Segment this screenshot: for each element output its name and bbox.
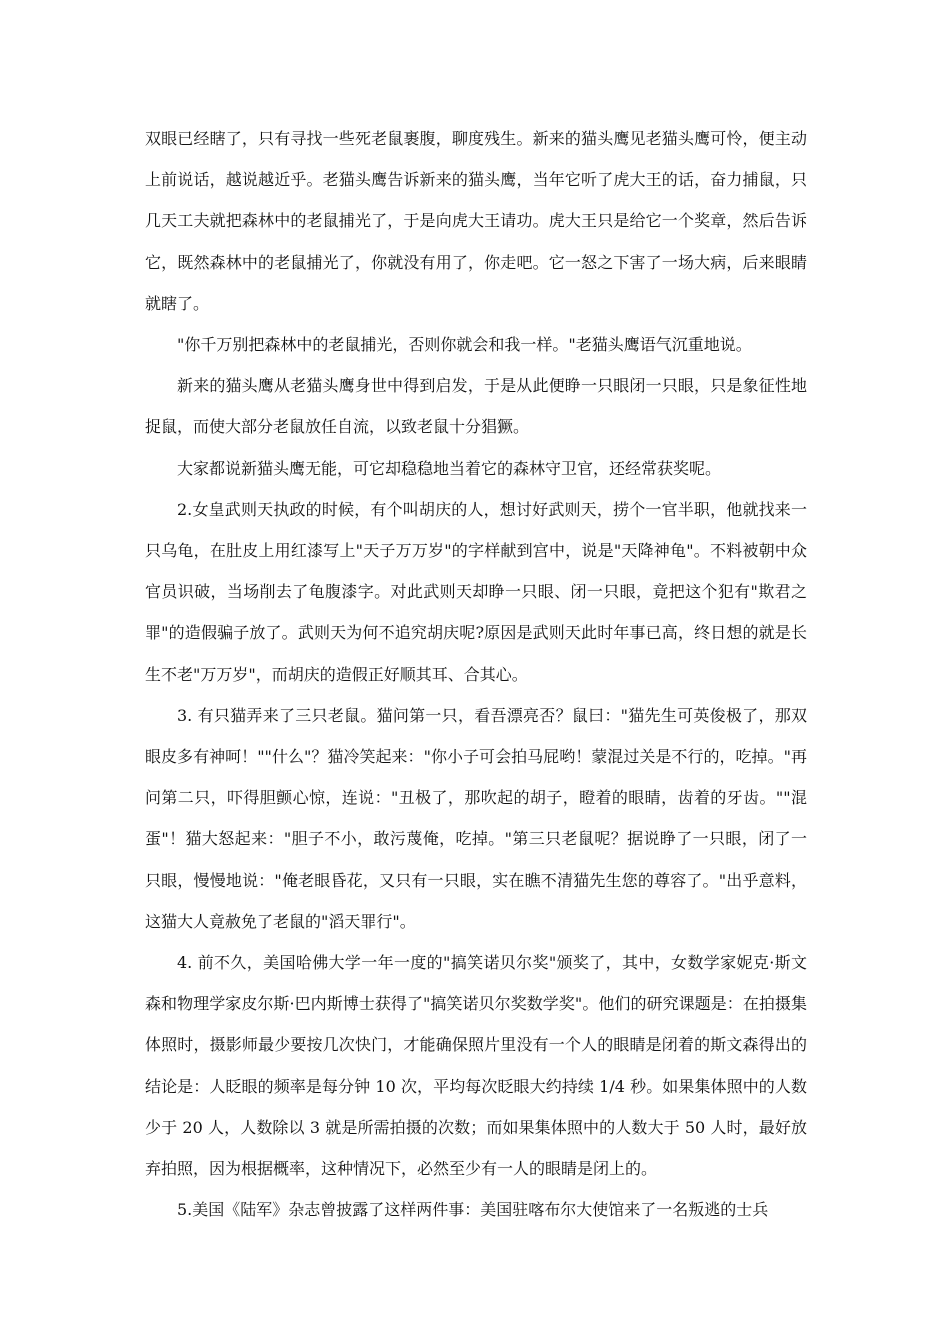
paragraph-3: 新来的猫头鹰从老猫头鹰身世中得到启发，于是从此便睁一只眼闭一只眼，只是象征性地捉鼠，而使大部分老鼠放任自流，以致老鼠十分猖獗。 [145, 376, 807, 437]
paragraph-2: "你千万别把森林中的老鼠捕光，否则你就会和我一样。"老猫头鹰语气沉重地说。 [177, 335, 752, 355]
paragraph-8: 5.美国《陆军》杂志曾披露了这样两件事：美国驻喀布尔大使馆来了一名叛逃的士兵 [177, 1200, 769, 1220]
document-body [145, 118, 807, 1230]
paragraph-4: 大家都说新猫头鹰无能，可它却稳稳地当着它的森林守卫官，还经常获奖呢。 [177, 458, 722, 478]
paragraph-7: 4. 前不久，美国哈佛大学一年一度的"搞笑诺贝尔奖"颁奖了，其中，女数学家妮克·斯文森和物理学家皮尔斯·巴内斯博士获得了"搞笑诺贝尔奖数学奖"。他们的研究课题是：在拍摄集体照时，摄影师最少要按几次快门，才能确保照片里没有一个人的眼睛是闭着的斯文森得出的结论是：人眨眼的频率是每分钟 10 次，平均每次眨眼大约持续 1/4 秒。如果集体照中的人数少于 20 人，人数除以 3 就是所需拍摄的次数；而如果集体照中的人数大于 50 人时，最好放弃拍照，因为根据概率，这种情况下，必然至少有一人的眼睛是闭上的。 [145, 953, 807, 1179]
paragraph-1: 双眼已经瞎了，只有寻找一些死老鼠裹腹，聊度残生。新来的猫头鹰见老猫头鹰可怜，便主动上前说话，越说越近乎。老猫头鹰告诉新来的猫头鹰，当年它听了虎大王的话，奋力捕鼠，只几天工夫就把森林中的老鼠捕光了，于是向虎大王请功。虎大王只是给它一个奖章，然后告诉它，既然森林中的老鼠捕光了，你就没有用了，你走吧。它一怒之下害了一场大病，后来眼睛就瞎了。 [145, 129, 807, 313]
paragraph-6: 3. 有只猫弄来了三只老鼠。猫问第一只，看吾漂亮否？鼠曰："猫先生可英俊极了，那双眼皮多有神呵！""什么"？猫冷笑起来："你小子可会拍马屁哟！蒙混过关是不行的，吃掉。"再问第二只，吓得胆颤心惊，连说："丑极了，那吹起的胡子，瞪着的眼睛，齿着的牙齿。""混蛋"！猫大怒起来："胆子不小，敢污蔑俺，吃掉。"第三只老鼠呢？据说睁了一只眼，闭了一只眼，慢慢地说："俺老眼昏花，又只有一只眼，实在瞧不清猫先生您的尊容了。"出乎意料，这猫大人竟赦免了老鼠的"滔天罪行"。 [145, 705, 807, 931]
paragraph-5: 2.女皇武则天执政的时候，有个叫胡庆的人，想讨好武则天，捞个一官半职，他就找来一只乌龟，在肚皮上用红漆写上"天子万万岁"的字样献到宫中，说是"天降神龟"。不料被朝中众官员识破，当场削去了龟腹漆字。对此武则天却睁一只眼、闭一只眼，竟把这个犯有"欺君之罪"的造假骗子放了。武则天为何不追究胡庆呢?原因是武则天此时年事已高，终日想的就是长生不老"万万岁"，而胡庆的造假正好顺其耳、合其心。 [145, 499, 807, 684]
